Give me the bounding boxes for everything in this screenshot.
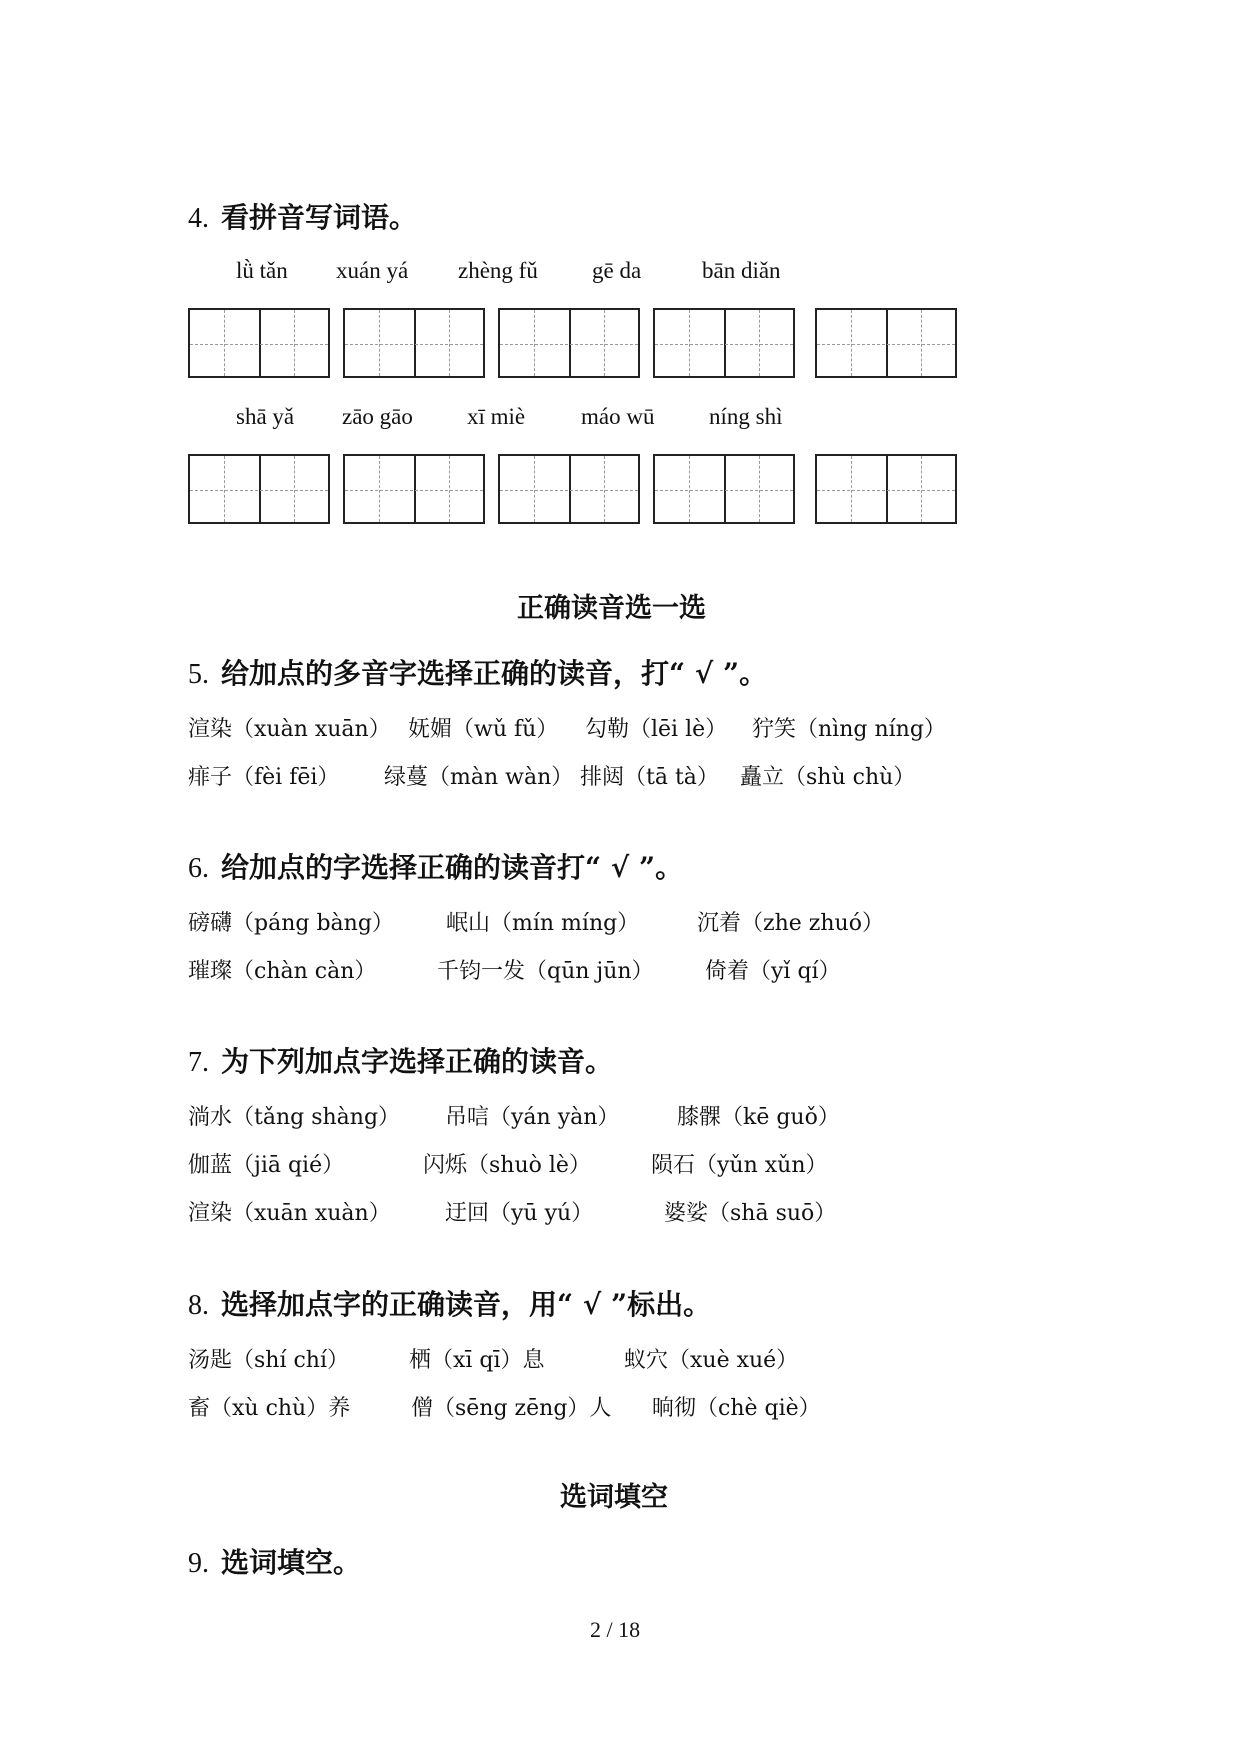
q7-title-text: 为下列加点字选择正确的读音。 — [221, 1045, 614, 1078]
writing-box[interactable] — [343, 454, 485, 524]
reading-item: 璀璨（chàn càn） — [188, 959, 377, 984]
reading-item: 僧（sēng zēng）人 — [411, 1396, 612, 1421]
writing-box[interactable] — [498, 454, 640, 524]
writing-box[interactable] — [188, 308, 330, 378]
reading-item: 矗立（shù chù） — [740, 765, 916, 790]
writing-box[interactable] — [188, 454, 330, 524]
reading-item: 渲染（xuān xuàn） — [188, 1201, 391, 1226]
pinyin-10: níng shì — [709, 404, 783, 429]
reading-item: 迂回（yū yú） — [445, 1201, 594, 1226]
reading-item: 沉着（zhe zhuó） — [697, 911, 884, 936]
reading-item: 千钧一发（qūn jūn） — [437, 959, 654, 984]
reading-item: 婆娑（shā suō） — [664, 1201, 837, 1226]
q8-number: 8. — [188, 1290, 209, 1321]
q9-title — [188, 1541, 361, 1581]
q4-number: 4. — [188, 203, 209, 234]
writing-box[interactable] — [815, 454, 957, 524]
reading-item: 岷山（mín míng） — [446, 911, 640, 936]
reading-item: 绿蔓（màn wàn） — [384, 765, 574, 790]
pinyin-5: bān diǎn — [702, 258, 781, 283]
q6-title-text: 给加点的字选择正确的读音打“ √ ”。 — [221, 851, 684, 884]
reading-item: 勾勒（lēi lè） — [585, 717, 728, 742]
reading-item: 栖（xī qī）息 — [409, 1348, 545, 1373]
writing-box[interactable] — [343, 308, 485, 378]
pinyin-3: zhèng fǔ — [458, 258, 538, 283]
pinyin-6: shā yǎ — [236, 404, 295, 429]
reading-item: 妩媚（wǔ fǔ） — [408, 717, 559, 742]
q9-title-text: 选词填空。 — [221, 1546, 362, 1579]
pinyin-9: máo wū — [581, 404, 655, 429]
reading-item: 吊唁（yán yàn） — [445, 1105, 620, 1130]
reading-item: 渲染（xuàn xuān） — [188, 717, 391, 742]
reading-item: 畜（xù chù）养 — [188, 1396, 351, 1421]
q6-number: 6. — [188, 853, 209, 884]
pinyin-7: zāo gāo — [342, 404, 413, 429]
reading-item: 磅礴（páng bàng） — [188, 911, 394, 936]
writing-box[interactable] — [653, 308, 795, 378]
reading-item: 晌彻（chè qiè） — [652, 1396, 821, 1421]
q5-title — [188, 652, 767, 692]
pinyin-2: xuán yá — [336, 258, 409, 283]
q8-title — [188, 1283, 711, 1323]
writing-box[interactable] — [653, 454, 795, 524]
section-heading: 正确读音选一选 — [517, 593, 706, 624]
q5-number: 5. — [188, 659, 209, 690]
q7-number: 7. — [188, 1047, 209, 1078]
reading-item: 闪烁（shuò lè） — [423, 1153, 591, 1178]
reading-item: 伽蓝（jiā qié） — [188, 1153, 345, 1178]
q9-number: 9. — [188, 1548, 209, 1579]
reading-item: 痱子（fèi fēi） — [188, 765, 340, 790]
reading-item: 排闼（tā tà） — [580, 765, 719, 790]
reading-item: 淌水（tǎng shàng） — [188, 1105, 401, 1130]
writing-box[interactable] — [498, 308, 640, 378]
q6-title — [188, 846, 683, 886]
writing-box[interactable] — [815, 308, 957, 378]
page-number: 2 / 18 — [590, 1617, 641, 1642]
q4-title-text: 看拼音写词语。 — [221, 201, 418, 234]
section-heading: 选词填空 — [560, 1482, 668, 1513]
q4-title — [188, 196, 417, 236]
reading-item: 膝髁（kē guǒ） — [677, 1105, 840, 1130]
reading-item: 汤匙（shí chí） — [188, 1348, 350, 1373]
reading-item: 狞笑（nìng níng） — [752, 717, 946, 742]
q5-title-text: 给加点的多音字选择正确的读音，打“ √ ”。 — [221, 657, 768, 690]
q7-title — [188, 1040, 613, 1080]
reading-item: 倚着（yǐ qí） — [705, 959, 841, 984]
pinyin-8: xī miè — [467, 404, 526, 429]
q8-title-text: 选择加点字的正确读音，用“ √ ”标出。 — [221, 1288, 712, 1321]
pinyin-4: gē da — [592, 258, 642, 283]
reading-item: 陨石（yǔn xǔn） — [651, 1153, 828, 1178]
reading-item: 蚁穴（xuè xué） — [624, 1348, 799, 1373]
pinyin-1: lǜ tǎn — [236, 258, 288, 283]
